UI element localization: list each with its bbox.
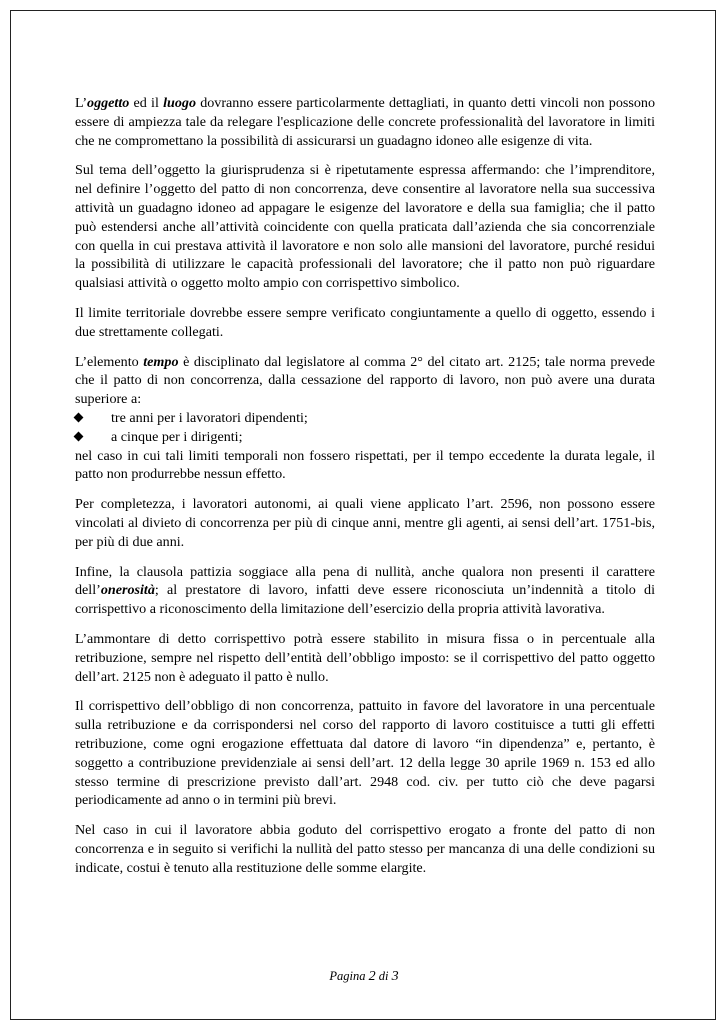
list-item-text: tre anni per i lavoratori dipendenti;	[111, 409, 308, 426]
text: L’	[75, 95, 88, 111]
emphasis-oggetto: oggetto	[87, 95, 130, 111]
paragraph-nullita: Nel caso in cui il lavoratore abbia goduto del corrispettivo erogato a fronte del patto di non concorrenza e in seguito si verifichi la nullità del patto stesso per mancanza di una delle condizioni su indicate, costui è tenuto alla restituzione delle somme elargite.	[75, 822, 655, 876]
diamond-bullet-icon	[74, 431, 84, 441]
text: è disciplinato dal legislatore al comma 2° del citato art. 2125; tale norma prevede che il patto di non concorrenza, dalla cessazione del rapporto di lavoro, non può avere una durata superiore a:	[75, 353, 655, 408]
footer-current-page: 2	[368, 969, 376, 984]
footer-label: Pagina	[329, 969, 366, 983]
text: ed il	[129, 95, 164, 111]
footer-separator: di	[378, 969, 389, 983]
paragraph-giurisprudenza: Sul tema dell’oggetto la giurisprudenza si è ripetutamente espressa affermando: che l’imprenditore, nel definire l’oggetto del patto di non concorrenza, deve consentire al lavoratore nella sua successiva attività un guadagno idoneo ad appagare le esigenze del lavoratore e della sua famiglia; che il patto può estendersi anche all’attività coincidente con quella praticata dall’azienda che sia concorrenziale con quella in cui prestava attività il lavoratore e non solo alle mansioni del lavoratore, purché residui la possibilità di utilizzare le capacità professionali del lavoratore; che il patto non può riguardare qualsiasi attività o oggetto molto ampio con corrispettivo simbolico.	[75, 162, 655, 292]
paragraph-lavoratori-autonomi: Per completezza, i lavoratori autonomi, ai quali viene applicato l’art. 2596, non possono essere vincolati al divieto di concorrenza per più di cinque anni, mentre gli agenti, ai sensi dell’art. 1751-bis, per più di due anni.	[75, 496, 655, 550]
text: L’elemento	[75, 353, 144, 370]
document-body	[75, 94, 655, 888]
emphasis-luogo: luogo	[163, 95, 196, 111]
diamond-bullet-icon	[74, 413, 84, 423]
paragraph-onerosita	[75, 563, 655, 619]
text: dovranno essere particolarmente dettagliati, in quanto detti vincoli non possono essere di ampiezza tale da relegare l'esplicazione delle concrete professionalità del lavoratore in limiti che ne compromettano la possibilità di assicurarsi un guadagno idoneo alle esigenze di vita.	[75, 95, 655, 149]
text: ; al prestatore di lavoro, infatti deve essere riconosciuta un’indennità a titolo di corrispettivo a riconoscimento della limitazione dell’esercizio della propria attività lavorativa.	[75, 582, 655, 618]
page-footer	[0, 969, 728, 985]
footer-total-pages: 3	[391, 969, 399, 984]
emphasis-tempo: tempo	[143, 353, 179, 370]
list-item-text: a cinque per i dirigenti;	[111, 428, 243, 445]
emphasis-onerosita: onerosità	[100, 582, 155, 599]
duration-list	[75, 409, 655, 447]
list-item	[75, 409, 655, 428]
paragraph-corrispettivo: Il corrispettivo dell’obbligo di non concorrenza, pattuito in favore del lavoratore in una percentuale sulla retribuzione e da corrispondersi nel corso del rapporto di lavoro costituisce a tutti gli effetti retribuzione, come ogni erogazione effettuata dal datore di lavoro “in dipendenza” e, pertanto, è soggetto a contribuzione previdenziale ai sensi dell’art. 12 della legge 30 aprile 1969 n. 153 ed allo stesso termine di prescrizione previsto dall’art. 2948 cod. civ. per tutto ciò che deve pagarsi periodicamente ad anno o in termini più brevi.	[75, 698, 655, 809]
text: Infine, la clausola pattizia soggiace alla pena di nullità, anche qualora non presenti il carattere dell’	[75, 563, 655, 599]
paragraph-tempo	[75, 353, 655, 409]
paragraph-tempo-conclusion: nel caso in cui tali limiti temporali non fossero rispettati, per il tempo eccedente la durata legale, il patto non produrrebbe nessun effetto.	[75, 447, 655, 483]
paragraph-ammontare: L’ammontare di detto corrispettivo potrà essere stabilito in misura fissa o in percentuale alla retribuzione, sempre nel rispetto dell’entità dell’obbligo imposto: se il corrispettivo del patto oggetto dell’art. 2125 non è adeguato il patto è nullo.	[75, 630, 655, 685]
paragraph-limite-territoriale: Il limite territoriale dovrebbe essere sempre verificato congiuntamente a quello di oggetto, essendo i due strettamente collegati.	[75, 304, 655, 340]
list-item	[75, 428, 655, 447]
paragraph-oggetto-luogo	[75, 94, 655, 150]
